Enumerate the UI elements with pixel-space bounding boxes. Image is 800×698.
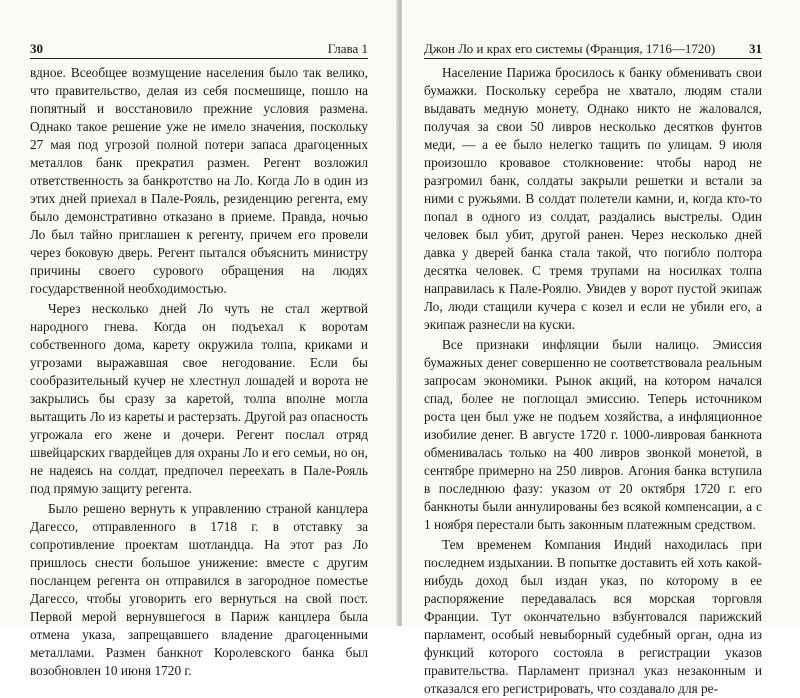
left-running-head-title: Глава 1 — [327, 41, 368, 56]
paragraph: Через несколько дней Ло чуть не стал жертвой народного гнева. Когда он подъехал к воротам собственного дома, карету окружила толпа, криками и угрозами выражавшая свое негодование. Если бы сообразительный кучер не хлестнул лошадей и ворота не закрылись бы сразу за каретой, толпа вполне могла вытащить Ло из кареты и растерзать. Другой раз опасность угрожала его жене и дочери. Регент послал отряд швейцарских гвардейцев для охраны Ло и его семьи, но он, не надеясь на солдат, предпочел переехать в Пале-Рояль под прямую защиту регента. — [30, 301, 368, 496]
paragraph: Население Парижа бросилось к банку обменивать свои бумажки. Поскольку серебра не хватало, людям стали выдавать медную монету. Однако никто не жаловался, получая за свои 50 ливров несколько десятков фунтов меди, — а ее было нелегко тащить по улицам. 9 июля произошло кровавое столкновение: чтобы народ не разгромил банк, солдаты закрыли решетки и встали за ними с ружьями. В солдат полетели камни, и, когда кто-то попал в одного из солдат, раздались выстрелы. Один человек был убит, другой ранен. Через несколько дней давка у дверей банка стала такой, что погибло полтора десятка человек. С тремя трупами на носилках толпа направилась к Пале-Роялю. Увидев у ворот пустой экипаж Ло, люди стащили кучера с козел и если не убили его, а экипаж разнесли на куски. — [424, 65, 762, 332]
right-running-header — [424, 40, 762, 59]
left-page-text — [30, 64, 368, 680]
left-page — [0, 0, 398, 678]
right-page-text — [424, 64, 762, 698]
paragraph: Было решено вернуть к управлению страной канцлера Дагессо, отправленного в 1718 г. в отставку за сопротивление проектам шотландца. На этот раз Ло пришлось снести большое унижение: вместе с другим посланцем регента он отправился в загородное поместье Дагессо, чтобы уговорить его вернуться на свой пост. Первой мерой вернувшегося в Париж канцлера была отмена указа, запрещавшего владение драгоценными металлами. Размен банкнот Королевского банка был возобновлен 10 июня 1720 г. — [30, 501, 368, 678]
right-running-head-title: Джон Ло и крах его системы (Франция, 1716—1720) — [424, 41, 716, 56]
left-page-number: 30 — [30, 41, 43, 56]
paragraph: вдное. Всеобщее возмущение населения было так велико, что правительство, делая из себя посмешище, пошло на попятный и восстановило прежние условия размена. Однако такое решение уже не имело значения, поскольку 27 мая под угрозой полной потери запаса драгоценных металлов банк прекратил размен. Регент возложил ответственность за банкротство на Ло. Когда Ло в один из этих дней приехал в Пале-Рояль, резиденцию регента, ему было демонстративно отказано в приеме. Правда, ночью Ло был тайно приглашен к регенту, причем его провели через боковую дверь. Регент пытался объяснить министру причины своего сурового обращения на людях государственной необходимостью. — [30, 65, 368, 296]
right-page — [402, 0, 800, 696]
left-running-header — [30, 40, 368, 59]
paragraph: Тем временем Компания Индий находилась при последнем издыхании. В попытке доставить ей хоть какой-нибудь доход был издан указ, по которому в ее распоряжение передавалась вся морская торговля Франции. Тут окончательно взбунтовался парижский парламент, особый невыборный судебный орган, одна из функций которого состояла в регистрации указов правительства. Парламент признал указ незаконным и отказался его регистрировать, что создавало для ре- — [424, 537, 762, 696]
right-page-number: 31 — [749, 41, 762, 56]
paragraph: Все признаки инфляции были налицо. Эмиссия бумажных денег совершенно не соответствовала реальным запросам экономики. Рынок акций, на котором начался спад, более не поглощал эмиссию. Теперь источником роста цен был уже не подъем хозяйства, а инфляционное изобилие денег. В августе 1720 г. 1000-ливровая банкнота обменивалась только на 400 ливров звонкой монетой, в сентябре примерно на 250 ливров. Агония банка вступила в последнюю фазу: указом от 20 октября 1720 г. его банкноты были аннулированы без всякой компенсации, а с 1 ноября перестали быть законным платежным средством. — [424, 337, 762, 532]
